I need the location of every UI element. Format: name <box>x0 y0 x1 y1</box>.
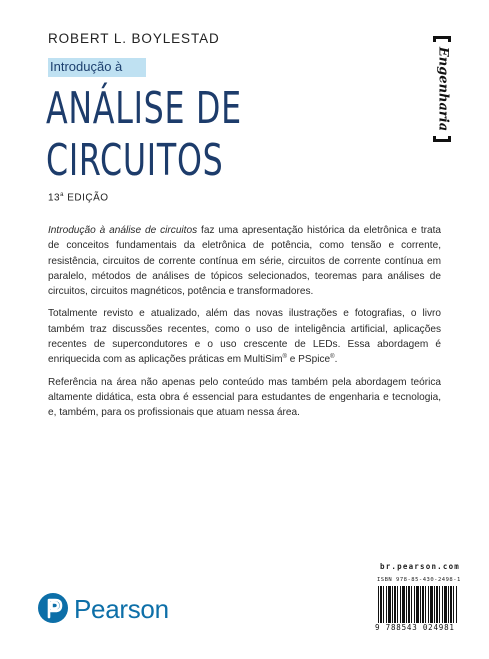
bracket-top-icon <box>433 36 451 39</box>
description-paragraph-3: Referência na área não apenas pelo conteúdo mas também pela abordagem teórica altamente didática, esta obra é essencial para estudantes de engenharia e tecnologia, e, também, para os profissionais que atuam nessa área. <box>48 376 441 419</box>
back-cover-description <box>48 223 441 428</box>
bracket-bottom-icon <box>433 139 451 142</box>
edition-word: EDIÇÃO <box>67 192 109 204</box>
description-book-title: Introdução à análise de circuitos <box>48 225 198 236</box>
barcode-icon <box>378 586 458 623</box>
description-paragraph-2 <box>48 306 441 367</box>
edition-ordinal: a <box>60 192 64 198</box>
description-paragraph-2-text: Totalmente revisto e atualizado, além das novas ilustrações e fotografias, o livro também traz discussões recentes, como o uso de inteligência artificial, aplicações recentes de supercondutores e o uso crescente de LEDs. Essa abordagem é enriquecida com as aplicações práticas em MultiSim <box>48 308 441 366</box>
category-text: Engenharia <box>435 46 451 132</box>
description-paragraph-1-text: faz uma apresentação histórica da eletrônica e trata de conceitos fundamentais da eletrônica de potência, como tensão e corrente, resistência, circuitos de corrente contínua em série, circuitos de corrente contínua em paralelo, métodos de análises de tópicos selecionados, teoremas para análises de circuitos, circuitos magnéticos, potência e transformadores. <box>48 225 442 298</box>
isbn-number: ISBN 978-85-430-2498-1 <box>377 577 461 583</box>
author-name: ROBERT L. BOYLESTAD <box>48 31 220 46</box>
isbn-barcode <box>369 575 462 633</box>
series-label-text: Introdução à <box>50 59 123 74</box>
description-paragraph-1 <box>48 223 441 299</box>
registered-mark: ® <box>330 354 335 361</box>
registered-mark: ® <box>282 354 287 361</box>
edition-label <box>48 192 109 203</box>
book-title-line-2: CIRCUITOS <box>46 135 224 186</box>
barcode-digits: 9 788543 024981 <box>375 623 455 632</box>
category-side-label <box>430 36 456 142</box>
pearson-p-logo-icon <box>38 593 68 623</box>
book-title-line-1: ANÁLISE DE <box>46 83 242 134</box>
series-label <box>48 58 146 77</box>
publisher-website: br.pearson.com <box>380 562 461 571</box>
description-paragraph-2-end: . <box>334 354 338 366</box>
publisher-wordmark: Pearson <box>74 594 169 624</box>
description-paragraph-2-mid: e PSpice <box>286 354 331 366</box>
edition-number: 13 <box>48 192 61 204</box>
